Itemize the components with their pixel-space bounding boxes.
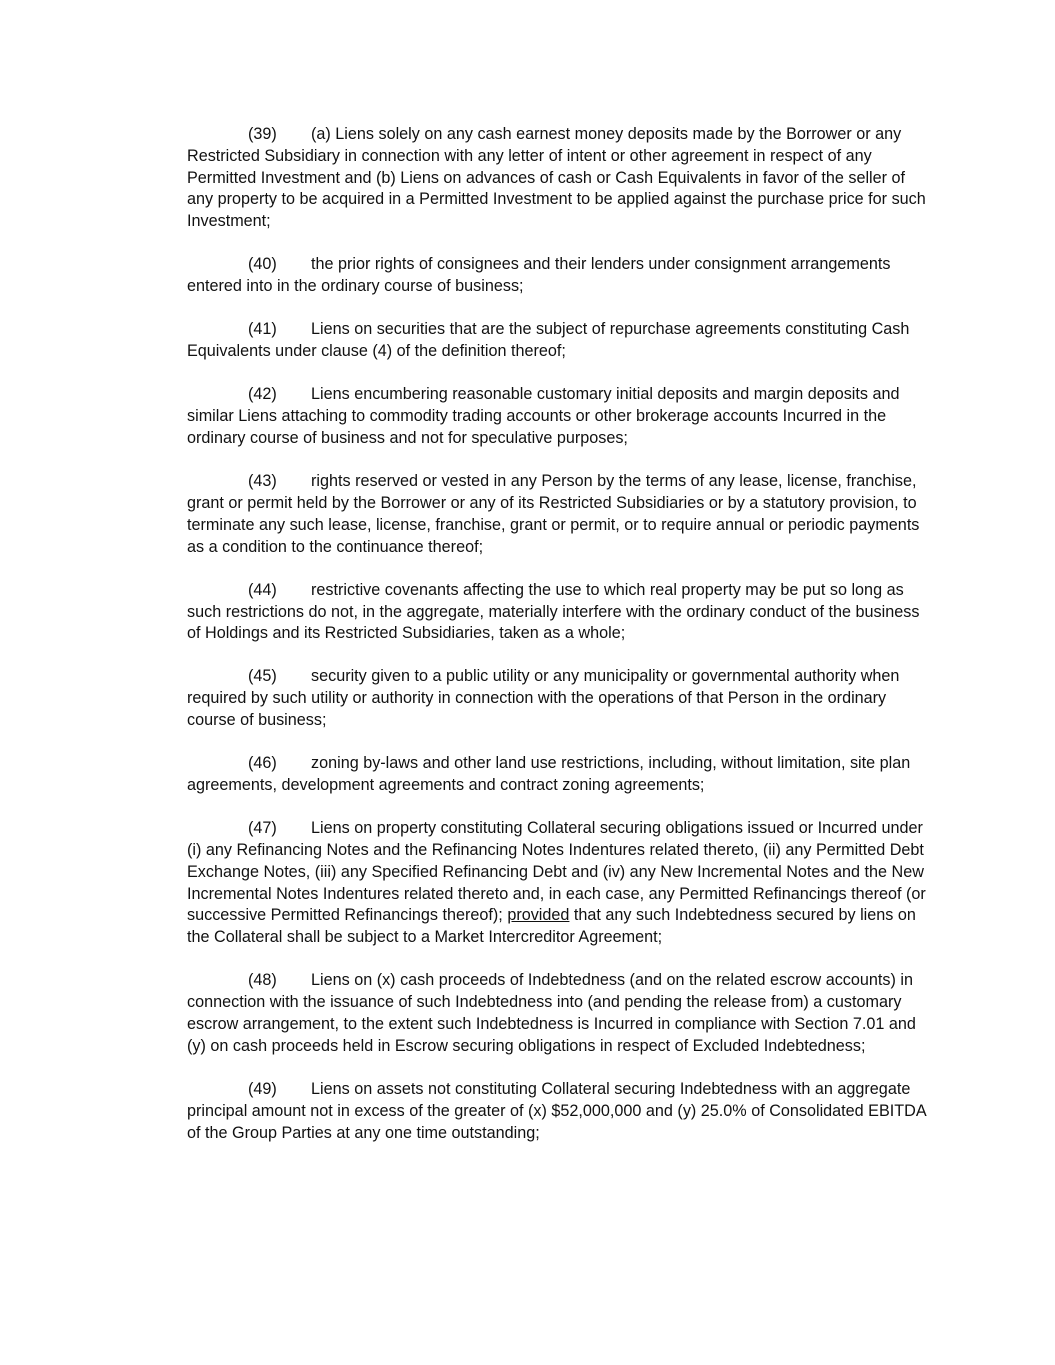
clause-number: (40) [248,255,277,274]
clause-text: security given to a public utility or any municipality or governmental authority when required by such utility or authority in connection with the operations of that Person in the ordinary course of business; [187,667,900,730]
clause-number: (45) [248,667,277,686]
clause-text: restrictive covenants affecting the use to which real property may be put so long as such restrictions do not, in the aggregate, materially interfere with the ordinary conduct of the business of Holdings and its Restricted Subsidiaries, taken as a whole; [187,580,920,643]
clause-number: (48) [248,971,277,990]
clause-44 [187,580,932,645]
clause-40 [187,254,932,298]
clause-47 [187,818,932,949]
clause-39 [187,124,932,233]
clause-46 [187,753,932,797]
clause-number: (41) [248,320,277,339]
clause-text: Liens encumbering reasonable customary initial deposits and margin deposits and similar Liens attaching to commodity trading accounts or other brokerage accounts Incurred in the ordinary course of business and not for speculative purposes; [187,385,900,447]
clause-number: (39) [248,125,277,143]
clause-number: (46) [248,754,277,773]
clause-text: rights reserved or vested in any Person by the terms of any lease, license, franchise, grant or permit held by the Borrower or any of its Restricted Subsidiaries or by a statutory provision, to terminate any such lease, license, franchise, grant or permit, or to require annual or periodic payments as a condition to the continuance thereof; [187,472,920,556]
clause-43 [187,471,932,558]
clause-text: Liens on (x) cash proceeds of Indebtedness (and on the related escrow accounts) in connection with the issuance of such Indebtedness into (and pending the release from) a customary escrow arrangement, to the extent such Indebtedness is Incurred in compliance with Section 7.01 and (y) on cash proceeds held in Escrow securing obligations in respect of Excluded Indebtedness; [187,971,916,1055]
clause-number: (49) [248,1080,277,1098]
clause-text: zoning by-laws and other land use restrictions, including, without limitation, site plan agreements, development agreements and contract zoning agreements; [187,754,911,795]
clause-number: (47) [248,819,277,838]
clause-text: Liens on assets not constituting Collateral securing Indebtedness with an aggregate principal amount not in excess of the greater of (x) $52,000,000 and (y) 25.0% of Consolidated EBITDA of the Group Parties at any one time outstanding; [187,1080,926,1142]
provided-term: provided [507,906,570,925]
clause-number: (42) [248,385,277,404]
clause-number: (43) [248,472,277,491]
clause-41 [187,319,932,363]
clause-49 [187,1079,932,1144]
clause-number: (44) [248,580,277,599]
clause-42 [187,384,932,449]
clause-text: the prior rights of consignees and their lenders under consignment arrangements entered into in the ordinary course of business; [187,255,891,296]
clause-48 [187,970,932,1057]
clause-text: (a) Liens solely on any cash earnest money deposits made by the Borrower or any Restricted Subsidiary in connection with any letter of intent or other agreement in respect of any Permitted Investment and (b) Liens on advances of cash or Cash Equivalents in favor of the seller of any property to be acquired in a Permitted Investment to be applied against the purchase price for such Investment; [187,125,926,231]
clause-45 [187,666,932,731]
clause-text-continued: that any such Indebtedness secured by liens on the Collateral shall be subject to a Market Intercreditor Agreement; [187,906,916,947]
clause-text: Liens on property constituting Collateral securing obligations issued or Incurred under (i) any Refinancing Notes and the Refinancing Notes Indentures related thereto, (ii) any Permitted Debt Exchange Notes, (iii) any Specified Refinancing Debt and (iv) any New Incremental Notes and the New Incremental Notes Indentures related thereto and, in each case, any Permitted Refinancings thereof (or successive Permitted Refinancings thereof); [187,819,926,925]
clause-text: Liens on securities that are the subject of repurchase agreements constituting Cash Equivalents under clause (4) of the definition thereof; [187,320,910,361]
document-page [187,124,932,1166]
